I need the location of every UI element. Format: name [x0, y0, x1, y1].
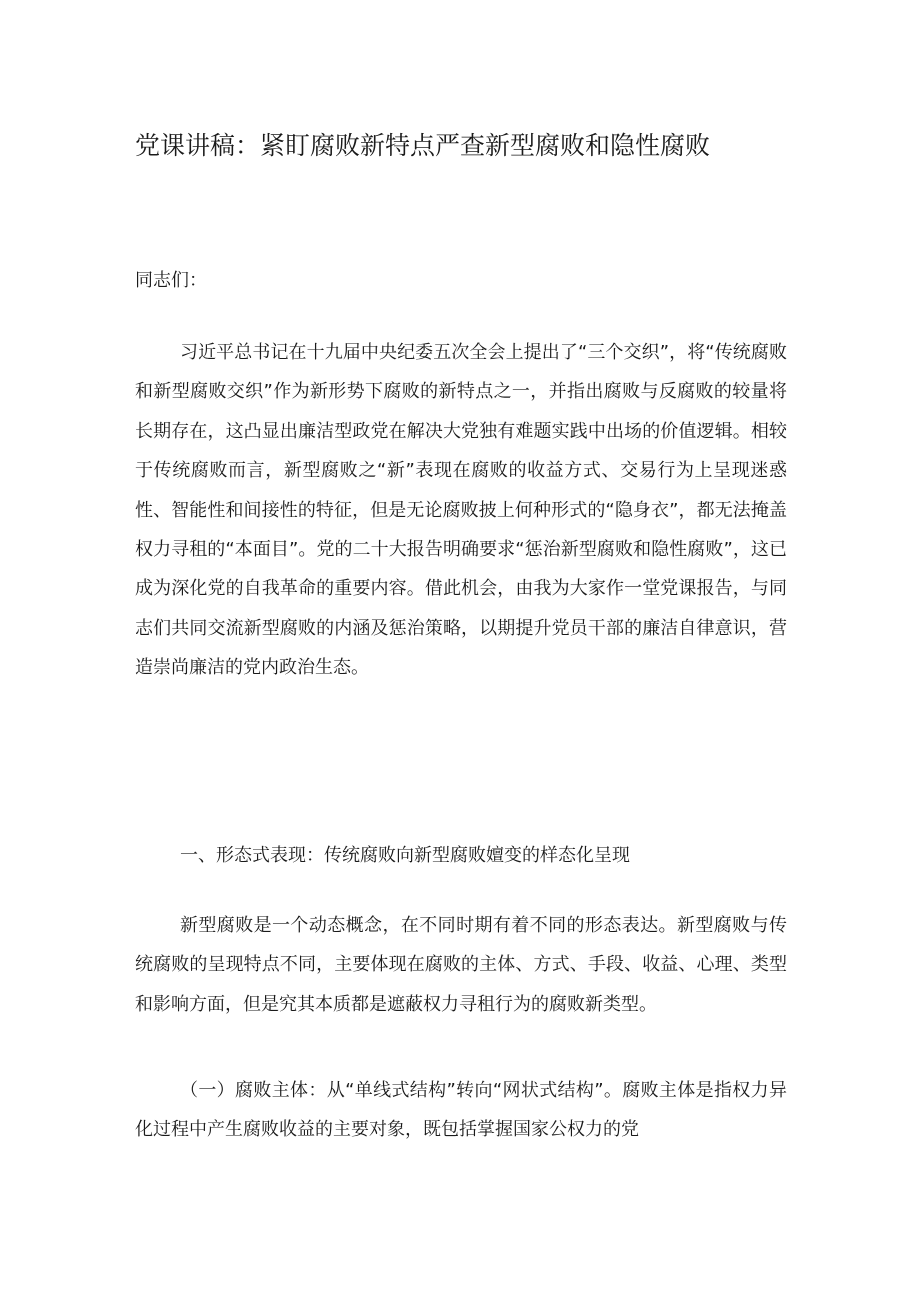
salutation: 同志们： [135, 270, 207, 291]
document-title: 党课讲稿：紧盯腐败新特点严查新型腐败和隐性腐败 [135, 131, 711, 160]
paragraph-section-1: 新型腐败是一个动态概念，在不同时期有着不同的形态表达。新型腐败与传统腐败的呈现特点不同，主要体现在腐败的主体、方式、手段、收益、心理、类型和影响方面，但是究其本质都是遮蔽权力寻租行为的腐败新类型。 [135, 915, 787, 1015]
paragraph-intro: 习近平总书记在十九届中央纪委五次全会上提出了“三个交织”，将“传统腐败和新型腐败交织”作为新形势下腐败的新特点之一，并指出腐败与反腐败的较量将长期存在，这凸显出廉洁型政党在解决大党独有难题实践中出场的价值逻辑。相较于传统腐败而言，新型腐败之“新”表现在腐败的收益方式、交易行为上呈现迷惑性、智能性和间接性的特征，但是无论腐败披上何种形式的“隐身衣”，都无法掩盖权力寻租的“本面目”。党的二十大报告明确要求“惩治新型腐败和隐性腐败”，这已成为深化党的自我革命的重要内容。借此机会，由我为大家作一堂党课报告，与同志们共同交流新型腐败的内涵及惩治策略，以期提升党员干部的廉洁自律意识，营造崇尚廉洁的党内政治生态。 [135, 342, 787, 679]
paragraph-subsection-1: （一）腐败主体：从“单线式结构”转向“网状式结构”。腐败主体是指权力异化过程中产生腐败收益的主要对象，既包括掌握国家公权力的党 [135, 1080, 787, 1141]
section-heading-1: 一、形态式表现：传统腐败向新型腐败嬗变的样态化呈现 [180, 845, 630, 866]
